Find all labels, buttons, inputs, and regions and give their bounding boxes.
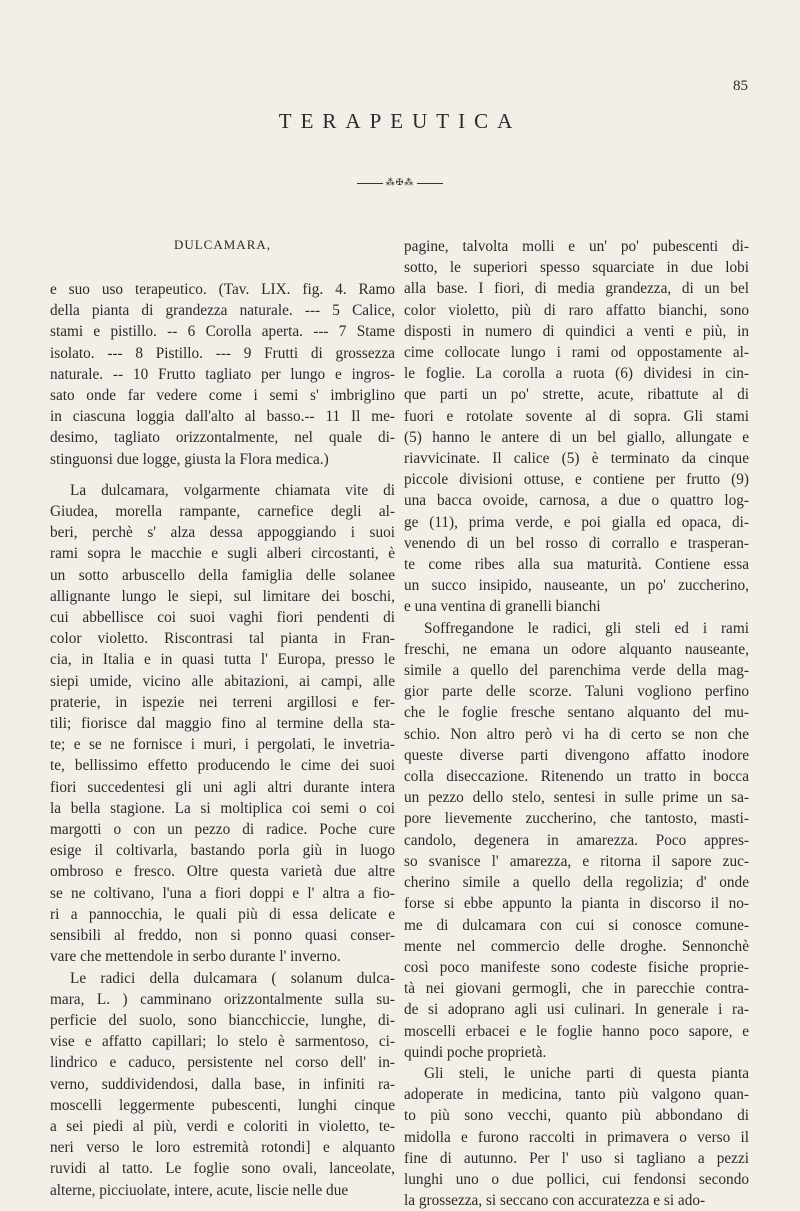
text-line: (5) hanno le antere di un bel giallo, allungate e [404,428,749,446]
text-line: perficie del suolo, sono biancchiccie, lunghe, di- [50,1011,395,1029]
text-line: una bacca ovoide, carnosa, a due o quattro log- [404,492,749,510]
text-line: fine di autunno. Per l' uso si tagliano a pezzi [404,1149,749,1167]
ornament-divider [0,178,800,188]
text-line: colla diseccazione. Ritenendo un tratto in bocca [404,768,749,786]
text-line: siepi umide, vicino alle abitazioni, ai campi, alle [50,672,395,690]
rule-left [357,183,383,184]
text-line: adoperate in medicina, tanto più valgono quan- [404,1086,749,1104]
text-line: te come ribes alla sua maturità. Contiene essa [404,556,749,574]
text-line: e suo uso terapeutico. (Tav. LIX. fig. 4. Ramo [50,281,395,298]
text-line: alterne, picciuolate, intere, acute, liscie nelle due [50,1181,349,1199]
paragraph-leaves-flowers [404,236,749,618]
text-line: Soffregandone le radici, gli steli ed i rami [424,619,749,637]
text-line: vare che mettendole in serbo durante l' inverno. [50,948,341,966]
text-line: un succo insipido, nauseante, un po' zuccherino, [404,577,749,595]
text-line: sato onde far vedere come i semi s' imbriglino [50,387,395,405]
text-line: de si adoprano agli usi culinari. In generale i ra- [404,1001,749,1019]
text-line: a sei piedi al più, verdi e coloriti in violetto, te- [50,1117,395,1135]
text-line: mente nel commercio delle droghe. Sennonchè [404,937,749,955]
text-line: moscelli erbacei e le foglie hanno poco sapore, e [404,1022,749,1040]
text-line: della pianta di grandezza naturale. --- 5 Calice, [50,302,395,320]
text-line: me di dulcamara con cui si conosce comune- [404,916,749,934]
text-line: mara, L. ) camminano orizzontalmente sulla su- [50,990,395,1008]
text-line: midolla e furono raccolti in primavera o verso il [404,1128,749,1146]
text-line: simile a quello del parenchima verde della mag- [404,662,749,680]
paragraph-odor-taste [404,618,749,1063]
text-line: lunghi uno o due pollici, cui fendonsi secondo [404,1170,749,1188]
text-line: cherino simile a quello della regolizia; d' onde [404,874,749,892]
text-line: La dulcamara, volgarmente chiamata vite di [70,481,395,499]
text-line: stinguonsi due logge, giusta la Flora medica.) [50,450,329,468]
text-line: ge (11), prima verde, e poi gialla ed opaca, di- [404,513,749,531]
text-line: beri, perchè s' alza dessa appoggiando i suoi [50,524,395,542]
text-line: che le foglie fresche sentano alquanto del mu- [404,704,749,722]
text-line: color violetto. Riscontrasi tal pianta in Fran- [50,630,395,648]
text-line: te, bellissimo effetto producendo le cime dei suoi [50,757,395,775]
right-column [404,236,749,1211]
text-line: allignante lungo le siepi, sul limitare dei boschi, [50,587,395,605]
text-line: queste diverse parti divengono affatto inodore [404,746,749,764]
text-line: disposti in numero di quindici a venti e più, in [404,322,749,340]
text-line: alla base. I fiori, di media grandezza, di un bel [404,280,749,298]
text-line: fuori e rotolate sovente al di sopra. Gli stami [404,407,749,425]
text-line: margotti o con un pezzo di radice. Poche cure [50,821,395,839]
text-line: color violetto, più di raro affatto bianchi, sono [404,301,749,319]
text-line: te; e se ne fornisce i muri, i pergolati, le invetria- [50,736,395,754]
text-line: Giudea, morella rampante, carnefice degli al- [50,503,395,521]
text-line: so svanisce l' amarezza, e ritorna il sapore zuc- [404,852,749,870]
running-title: TERAPEUTICA [278,109,522,133]
text-line: quindi poche proprietà. [404,1043,547,1061]
text-line: gior parte delle scorze. Taluni vogliono perfino [404,683,749,701]
text-line: le foglie. La corolla a ruota (6) dividesi in cin- [404,365,749,383]
paragraph-roots [50,968,395,1201]
text-line: rami sopra le macchie e sugli alberi circostanti, è [50,545,395,563]
text-line: candolo, degenera in amarezza. Poco appres- [404,831,749,849]
text-line: così poco manifeste sono codeste fisiche proprie- [404,958,749,976]
text-line: fiori succedentesi gli uni agli altri durante intera [50,778,395,796]
text-line: ombroso e fresco. Oltre questa varietà due altre [50,863,395,881]
text-line: sotto, le superiori spesso squarciate in due lobi [404,259,749,277]
text-line: freschi, ne emana un odore alquanto nauseante, [404,640,749,658]
text-line: neri verso le loro estremità rotondi] e alquanto [50,1139,395,1157]
text-line: desimo, tagliato orizzontalmente, nel quale di- [50,429,395,447]
text-line: tili; fiorisce dal maggio fino al termine della sta- [50,715,395,733]
paragraph-description [50,480,395,968]
text-line: vise e affatto capillari; lo stelo è sarmentoso, ci- [50,1033,395,1051]
text-line: Le radici della dulcamara ( solanum dulca- [70,969,395,987]
text-line: pore lievemente zuccherino, che tantosto, masti- [404,810,749,828]
text-line: piccole divisioni ottuse, e contiene per frutto (9) [404,471,749,489]
text-line: ri a pannocchia, le quali più di essa delicate e [50,905,395,923]
text-line: to più sono vecchi, quanto più abbondano di [404,1107,749,1125]
text-line: se ne coltivano, l'una a fiori doppi e l' altra a fio- [50,884,395,902]
text-line: e una ventina di granelli bianchi [404,598,601,616]
text-line: stami e pistillo. -- 6 Corolla aperta. --- 7 Stame [50,323,395,341]
paragraph-caption [50,279,395,470]
text-line: naturale. -- 10 Frutto tagliato per lungo e ingros- [50,365,395,383]
text-line: in ciascuna loggia dall'alto al basso.-- 11 Il me- [50,408,395,426]
text-line: un pezzo dello stelo, sentesi in sulle prime un sa- [404,789,749,807]
text-line: venendo di un bel rosso di corrallo e trasperan- [404,534,749,552]
text-line: pagine, talvolta molli e un' po' pubescenti di- [404,238,749,255]
rule-right [417,183,443,184]
article-heading: DULCAMARA, [173,237,272,252]
text-line: verno, suddividendosi, dalla base, in infiniti ra- [50,1075,395,1093]
text-line: lindrico e caduco, persistente nel corso dell' in- [50,1054,395,1072]
text-line: cime collocate lungo i rami od oppostamente al- [404,344,749,362]
text-line: moscelli leggermente pubescenti, lunghi cinque [50,1096,395,1114]
text-line: schio. Non altro però vi ha di certo se non che [404,725,749,743]
text-line: sensibili al freddo, non si ponno quasi conser- [50,927,395,945]
text-line: un sotto arbuscello della famiglia delle solanee [50,566,395,584]
text-line: cia, in Italia e in quasi tutta l' Europa, presso le [50,651,395,669]
text-line: la grossezza, si seccano con accuratezza e si ado- [404,1192,706,1210]
left-column [50,236,395,1201]
text-line: ruvidi al tatto. Le foglie sono ovali, lanceolate, [50,1160,395,1178]
page-number: 85 [733,78,748,94]
paragraph-medicinal-use [404,1063,749,1211]
fleuron-icon: ⁂✠⁂ [385,178,415,188]
text-line: Gli steli, le uniche parti di questa pianta [424,1064,749,1082]
text-line: cui abbellisce coi suoi vaghi fiori pendenti di [50,609,395,627]
text-line: esige il coltivarla, bastando porla giù in luogo [50,842,395,860]
text-line: praterie, in ispezie nei terreni argillosi e fer- [50,693,395,711]
text-line: isolato. --- 8 Pistillo. --- 9 Frutti di grossezza [50,344,395,362]
text-line: riavvicinate. Il calice (5) è terminato da cinque [404,450,749,468]
text-line: tà nei giovani germogli, che in parecchie contra- [404,980,749,998]
text-line: la bella stagione. La si moltiplica coi semi o coi [50,799,395,817]
text-line: que parti un po' strette, acute, ribattute al di [404,386,749,404]
text-line: forse si ebbe appunto la pianta in discorso il no- [404,895,749,913]
